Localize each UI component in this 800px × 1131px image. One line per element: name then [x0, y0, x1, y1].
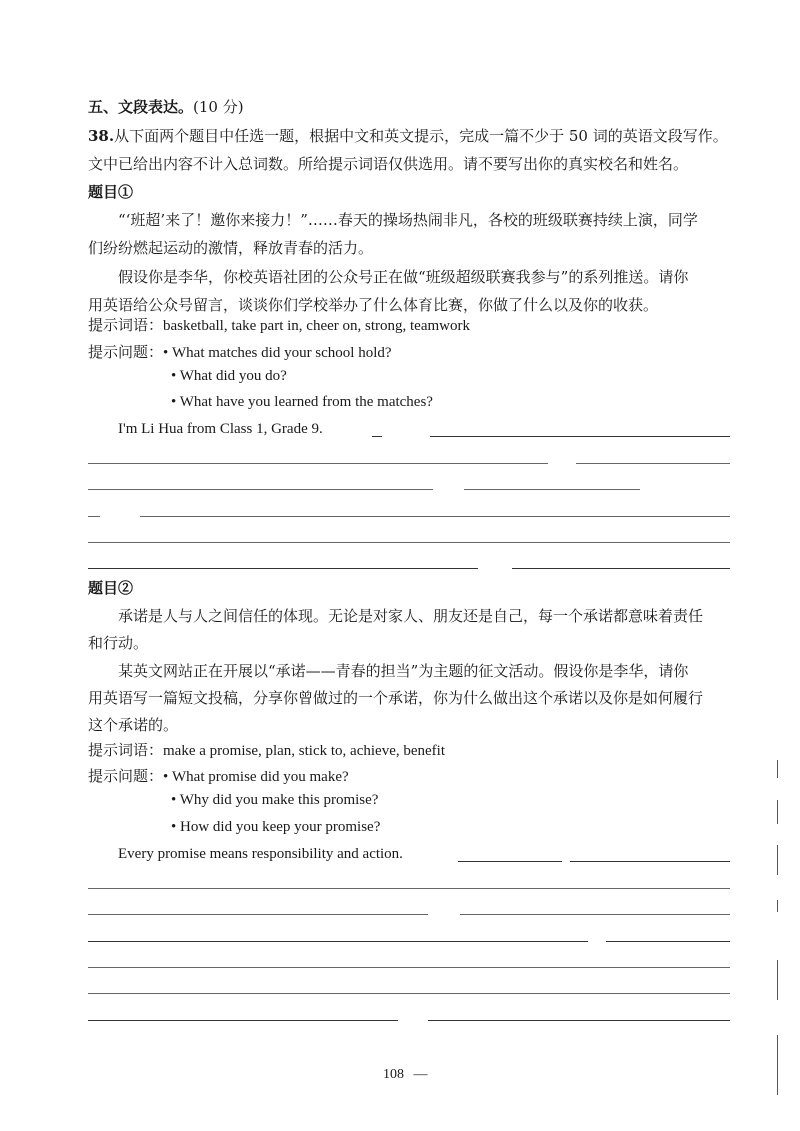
topic1-starter-sentence: I'm Li Hua from Class 1, Grade 9. — [118, 421, 323, 437]
topic2-writing-line[interactable] — [460, 914, 730, 915]
topic2-heading: 题目② — [88, 579, 134, 597]
topic1-writing-line[interactable] — [576, 463, 730, 464]
page-number: 108 — [383, 1067, 404, 1082]
topic1-writing-line[interactable] — [372, 436, 382, 437]
topic1-intro-line2: 们纷纷燃起运动的激情，释放青春的活力。 — [88, 239, 374, 257]
question-text-line2: 文中已给出内容不计入总词数。所给提示词语仅供选用。请不要写出你的真实校名和姓名。 — [88, 155, 689, 173]
topic2-questions-label: 提示问题： — [88, 767, 164, 785]
question-text-line1: 从下面两个题目中任选一题，根据中文和英文提示，完成一篇不少于 50 词的英语文段写作。 — [114, 127, 728, 145]
topic2-words: make a promise, plan, stick to, achieve, benefit — [163, 743, 445, 759]
topic1-hint-questions — [88, 341, 392, 362]
topic1-writing-line[interactable] — [464, 489, 640, 490]
binding-edge-mark — [777, 1035, 778, 1095]
topic2-question-2: • Why did you make this promise? — [171, 792, 379, 808]
section-title: 五、文段表达。 — [88, 98, 194, 116]
topic2-hint-words — [88, 739, 445, 760]
topic1-question-3: • What have you learned from the matches? — [171, 394, 433, 410]
binding-edge-mark — [777, 845, 778, 875]
topic1-intro-line1: “‘班超’来了！邀你来接力！”……春天的操场热闹非凡，各校的班级联赛持续上演，同学 — [118, 211, 698, 229]
topic2-task-line1: 某英文网站正在开展以“承诺——青春的担当”为主题的征文活动。假设你是李华，请你 — [118, 662, 689, 680]
topic1-task-line1: 假设你是李华，你校英语社团的公众号正在做“班级超级联赛我参与”的系列推送。请你 — [118, 268, 689, 286]
topic2-writing-line[interactable] — [88, 1020, 398, 1021]
topic1-hint-words — [88, 314, 470, 335]
section-score: (10 分) — [193, 98, 244, 116]
topic2-writing-line[interactable] — [570, 861, 730, 862]
topic2-writing-line[interactable] — [88, 941, 588, 942]
topic2-writing-line[interactable] — [88, 888, 730, 889]
topic1-heading: 题目① — [88, 183, 134, 201]
topic1-writing-line[interactable] — [88, 542, 730, 543]
topic1-task-line2: 用英语给公众号留言，谈谈你们学校举办了什么体育比赛，你做了什么以及你的收获。 — [88, 296, 659, 314]
topic1-writing-line[interactable] — [430, 436, 730, 437]
binding-edge-mark — [777, 960, 778, 1000]
topic2-writing-line[interactable] — [428, 1020, 730, 1021]
topic2-intro-line2: 和行动。 — [88, 634, 149, 652]
topic1-writing-line[interactable] — [88, 516, 100, 517]
page-footer — [383, 1067, 428, 1083]
topic2-question-3: • How did you keep your promise? — [171, 819, 381, 835]
topic1-writing-line[interactable] — [140, 516, 730, 517]
page-number-dash: — — [413, 1067, 428, 1082]
question-number: 38. — [88, 127, 115, 145]
topic2-words-label: 提示词语： — [88, 741, 164, 759]
section-heading — [88, 96, 244, 117]
topic2-writing-line[interactable] — [88, 967, 730, 968]
topic2-intro-line1: 承诺是人与人之间信任的体现。无论是对家人、朋友还是自己，每一个承诺都意味着责任 — [118, 607, 704, 625]
topic2-hint-questions — [88, 765, 349, 786]
topic1-writing-line[interactable] — [88, 568, 478, 569]
topic2-task-line3: 这个承诺的。 — [88, 716, 179, 734]
question-instruction-line1 — [88, 125, 728, 146]
topic1-words-label: 提示词语： — [88, 316, 164, 334]
topic2-question-1: • What promise did you make? — [163, 769, 349, 785]
topic1-questions-label: 提示问题： — [88, 343, 164, 361]
topic1-question-1: • What matches did your school hold? — [163, 345, 392, 361]
topic2-writing-line[interactable] — [458, 861, 562, 862]
topic1-writing-line[interactable] — [88, 463, 548, 464]
topic1-writing-line[interactable] — [88, 489, 433, 490]
binding-edge-mark — [777, 800, 778, 824]
binding-edge-mark — [777, 900, 778, 912]
topic2-task-line2: 用英语写一篇短文投稿，分享你曾做过的一个承诺，你为什么做出这个承诺以及你是如何履行 — [88, 689, 704, 707]
topic1-writing-line[interactable] — [512, 568, 730, 569]
topic1-words: basketball, take part in, cheer on, strong, teamwork — [163, 318, 470, 334]
topic2-writing-line[interactable] — [606, 941, 730, 942]
topic2-starter-sentence: Every promise means responsibility and action. — [118, 846, 403, 862]
binding-edge-mark — [777, 760, 778, 778]
topic1-question-2: • What did you do? — [171, 368, 287, 384]
topic2-writing-line[interactable] — [88, 993, 730, 994]
topic2-writing-line[interactable] — [88, 914, 428, 915]
